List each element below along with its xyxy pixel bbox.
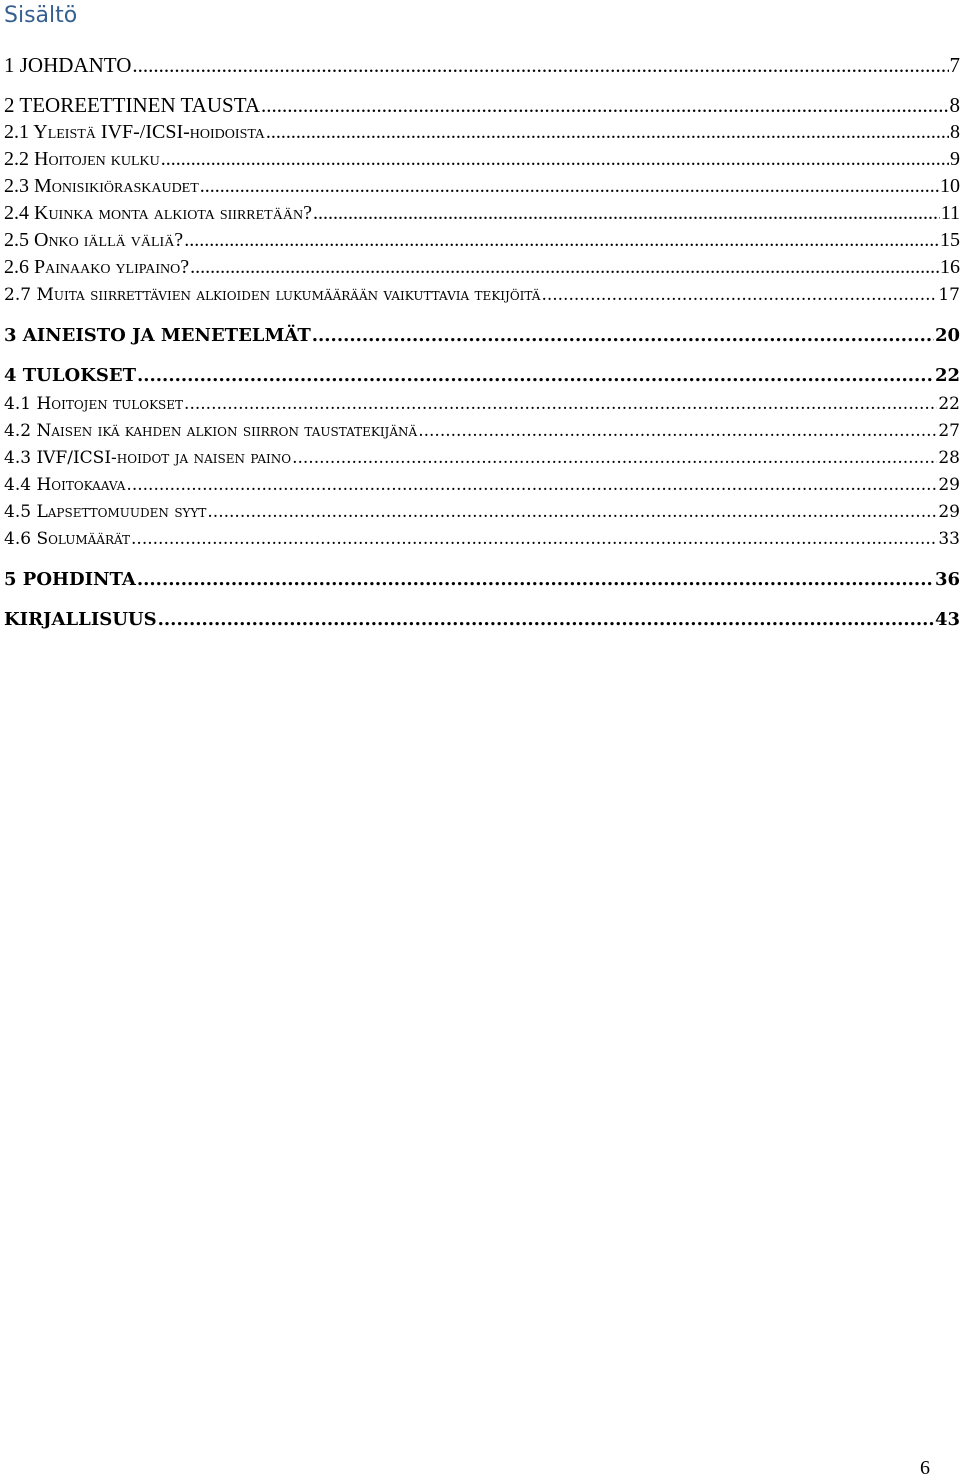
toc-entry-4-2[interactable] <box>4 419 960 443</box>
toc-entry-label: 4.4 Hoitokaava <box>4 475 126 495</box>
toc-entry-page: 22 <box>938 394 960 414</box>
page-number: 6 <box>920 1457 930 1479</box>
toc-entry-page: 16 <box>940 256 960 278</box>
toc-leader-dots <box>126 473 937 497</box>
toc-entry-label: 2.4 Kuinka monta alkiota siirretään? <box>4 202 312 224</box>
toc-entry-label: 1 JOHDANTO <box>4 53 132 77</box>
toc-leader-dots <box>261 92 949 118</box>
toc-entry-page: 17 <box>938 285 960 305</box>
toc-entry-2-2[interactable] <box>4 147 960 171</box>
toc-leader-dots <box>541 283 937 307</box>
toc-entry-page: 7 <box>949 53 960 77</box>
toc-entry-label: 2.1 Yleistä IVF-/ICSI-hoidoista <box>4 121 265 143</box>
toc-leader-dots <box>131 527 937 551</box>
toc-entry-4-3[interactable] <box>4 446 960 470</box>
toc-leader-dots <box>207 500 937 524</box>
toc-leader-dots <box>292 446 937 470</box>
toc-entry-label: 2.7 Muita siirrettävien alkioiden lukumäärään vaikuttavia tekijöitä <box>4 285 541 305</box>
toc-entry-teoreettinen-tausta[interactable] <box>4 92 960 118</box>
toc-entry-page: 9 <box>950 148 960 170</box>
toc-entry-label: 4 TULOKSET <box>4 365 136 386</box>
toc-entry-page: 27 <box>938 421 960 441</box>
toc-leader-dots <box>137 363 934 389</box>
toc-leader-dots <box>161 147 949 171</box>
toc-leader-dots <box>184 228 939 252</box>
toc-leader-dots <box>313 201 940 225</box>
toc-entry-label: 2.2 Hoitojen kulku <box>4 148 160 170</box>
toc-entry-label: 4.1 Hoitojen tulokset <box>4 394 184 414</box>
toc-entry-2-6[interactable] <box>4 255 960 279</box>
toc-leader-dots <box>184 392 937 416</box>
toc-leader-dots <box>137 567 934 593</box>
toc-entry-page: 29 <box>938 502 960 522</box>
toc-entry-johdanto[interactable] <box>4 52 960 78</box>
toc-entry-page: 43 <box>934 609 960 630</box>
toc-entry-kirjallisuus[interactable] <box>4 607 960 633</box>
toc-leader-dots <box>200 174 939 198</box>
toc-entry-page: 22 <box>934 365 960 386</box>
toc-entry-page: 29 <box>938 475 960 495</box>
toc-entry-label: 4.6 Solumäärät <box>4 529 131 549</box>
toc-entry-page: 36 <box>934 569 960 590</box>
toc-entry-pohdinta[interactable] <box>4 567 960 593</box>
toc-entry-page: 15 <box>940 229 960 251</box>
toc-leader-dots <box>418 419 937 443</box>
toc-leader-dots <box>158 607 934 633</box>
toc-entry-page: 10 <box>940 175 960 197</box>
toc-entry-label: 4.2 Naisen ikä kahden alkion siirron taustatekijänä <box>4 421 418 441</box>
toc-entry-tulokset[interactable] <box>4 363 960 389</box>
toc-entry-label: 2 TEOREETTINEN TAUSTA <box>4 93 260 117</box>
toc-entry-4-6[interactable] <box>4 527 960 551</box>
toc-entry-2-4[interactable] <box>4 201 960 225</box>
toc-entry-4-5[interactable] <box>4 500 960 524</box>
toc-entry-label: 2.5 Onko iällä väliä? <box>4 229 184 251</box>
toc-entry-4-4[interactable] <box>4 473 960 497</box>
toc-entry-label: 5 POHDINTA <box>4 569 136 590</box>
toc-entry-label: 2.3 Monisikiöraskaudet <box>4 175 199 197</box>
toc-leader-dots <box>190 255 939 279</box>
toc-entry-page: 8 <box>949 93 960 117</box>
toc-title: Sisältö <box>4 3 78 28</box>
toc-entry-label: 4.3 IVF/ICSI-hoidot ja naisen paino <box>4 448 292 468</box>
toc-leader-dots <box>312 323 934 349</box>
toc-entry-2-5[interactable] <box>4 228 960 252</box>
toc-entry-page: 8 <box>950 121 960 143</box>
toc-leader-dots <box>266 120 949 144</box>
toc-leader-dots <box>132 52 948 78</box>
toc-entry-4-1[interactable] <box>4 392 960 416</box>
toc-entry-2-1[interactable] <box>4 120 960 144</box>
toc-entry-label: 3 AINEISTO JA MENETELMÄT <box>4 325 311 346</box>
toc-entry-page: 33 <box>938 529 960 549</box>
toc-entry-page: 20 <box>934 325 960 346</box>
toc-entry-page: 28 <box>938 448 960 468</box>
toc-entry-label: KIRJALLISUUS <box>4 609 157 630</box>
toc-entry-page: 11 <box>940 202 960 224</box>
toc-entry-label: 4.5 Lapsettomuuden syyt <box>4 502 207 522</box>
toc-entry-aineisto-ja-menetelmat[interactable] <box>4 323 960 349</box>
toc-entry-label: 2.6 Painaako ylipaino? <box>4 256 190 278</box>
toc-entry-2-3[interactable] <box>4 174 960 198</box>
toc-entry-2-7[interactable] <box>4 283 960 307</box>
